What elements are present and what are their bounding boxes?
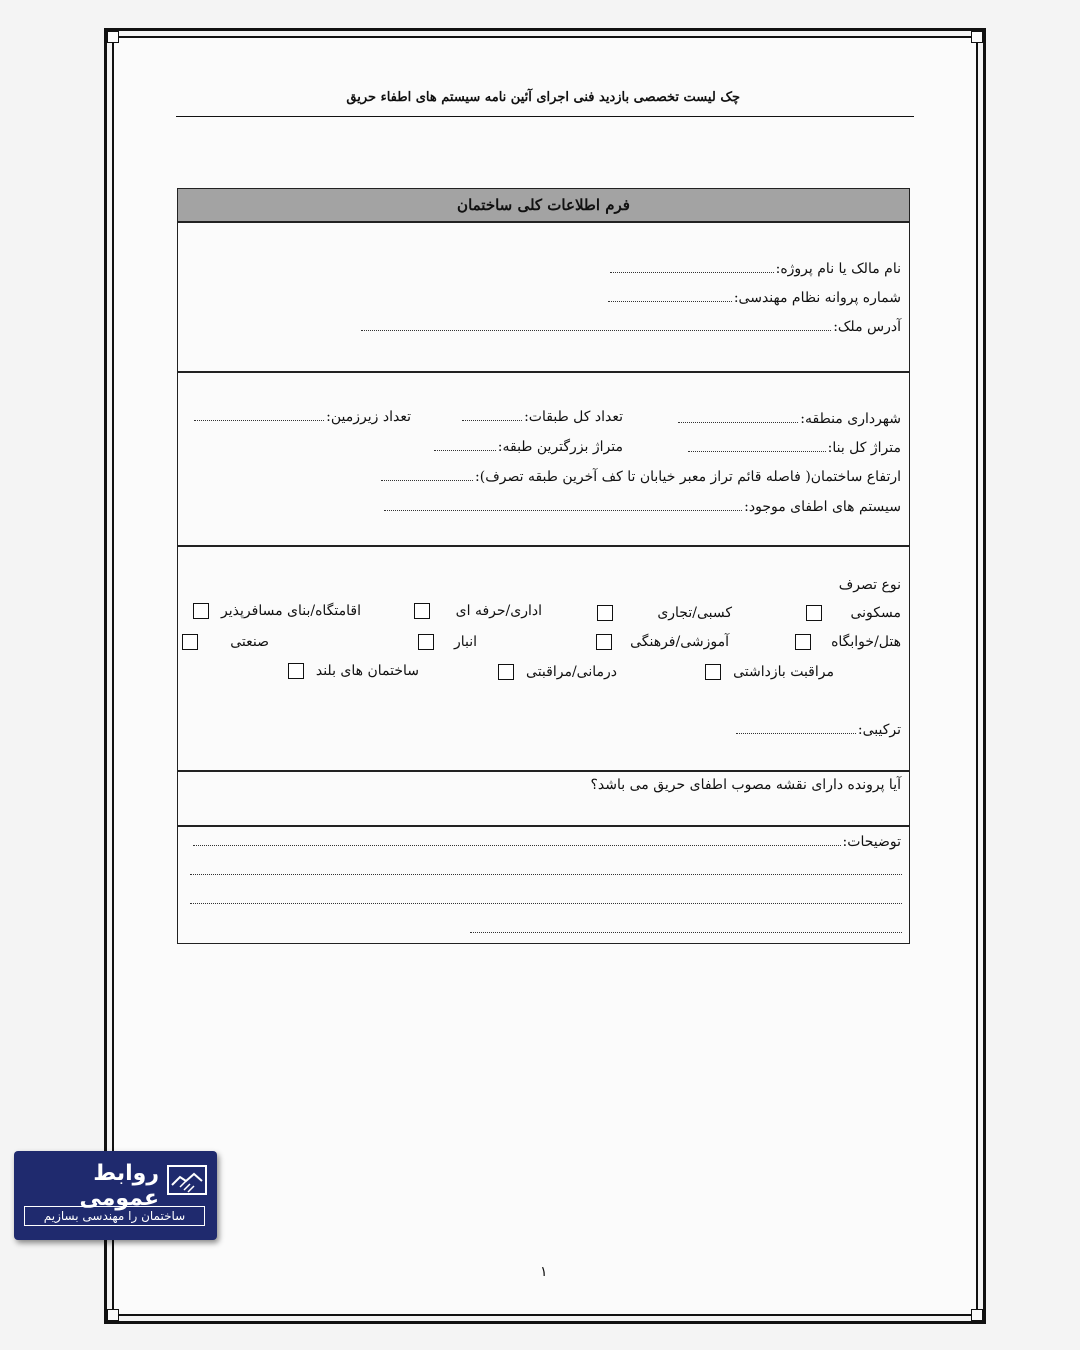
section-divider: [178, 371, 909, 373]
industrial-option[interactable]: صنعتی: [182, 634, 269, 650]
educational-checkbox[interactable]: [596, 634, 612, 650]
hotel-option[interactable]: هتل/خوابگاه: [795, 634, 901, 650]
total-floors-field[interactable]: [462, 409, 623, 425]
engineering-license-field[interactable]: [608, 290, 901, 306]
corner-ornament: [971, 1309, 983, 1321]
existing-systems-label: سیستم های اطفای موجود:: [744, 499, 901, 515]
corner-ornament: [107, 31, 119, 43]
notes-line[interactable]: [190, 903, 902, 904]
property-address-label: آدرس ملک:: [833, 319, 901, 335]
header-divider: [176, 116, 914, 117]
building-height-label: ارتفاع ساختمان( فاصله قائم تراز معبر خیابان تا کف آخرین طبقه تصرف):: [475, 469, 901, 485]
storage-option[interactable]: انبار: [418, 634, 477, 650]
detention-checkbox[interactable]: [705, 664, 721, 680]
total-area-label: متراژ کل بنا:: [827, 440, 901, 456]
document-header-title: چک لیست تخصصی بازدید فنی اجرای آئین نامه سیستم های اطفاء حریق: [346, 90, 740, 105]
corner-ornament: [107, 1309, 119, 1321]
office-checkbox[interactable]: [414, 603, 430, 619]
basement-count-label: تعداد زیرزمین:: [326, 409, 411, 425]
total-area-field[interactable]: [688, 440, 901, 456]
municipality-zone-label: شهرداری منطقه:: [800, 411, 901, 427]
occupancy-type-label: نوع تصرف: [838, 577, 901, 593]
educational-option[interactable]: آموزشی/فرهنگی: [596, 634, 729, 650]
notes-label: توضیحات:: [842, 834, 901, 850]
form-title: فرم اطلاعات کلی ساختمان: [178, 189, 909, 223]
building-height-field[interactable]: [381, 469, 901, 485]
residential-checkbox[interactable]: [806, 605, 822, 621]
existing-systems-field[interactable]: [384, 499, 901, 515]
lodging-checkbox[interactable]: [193, 603, 209, 619]
notes-line[interactable]: [470, 932, 902, 933]
lodging-option[interactable]: اقامتگاه/بنای مسافرپذیر: [193, 603, 361, 619]
engineering-license-label: شماره پروانه نظام مهندسی:: [733, 290, 901, 306]
notes-line[interactable]: [190, 874, 902, 875]
commercial-checkbox[interactable]: [597, 605, 613, 621]
logo-subtitle: ساختمان را مهندسی بسازیم: [24, 1206, 205, 1226]
section-divider: [178, 545, 909, 547]
industrial-checkbox[interactable]: [182, 634, 198, 650]
handshake-icon: [167, 1163, 207, 1197]
owner-name-label: نام مالک یا نام پروژه:: [775, 261, 901, 277]
notes-field[interactable]: [193, 834, 901, 850]
largest-floor-area-field[interactable]: [434, 439, 623, 455]
commercial-option[interactable]: کسبی/تجاری: [597, 605, 732, 621]
building-info-form: [177, 188, 910, 944]
mixed-occupancy-field[interactable]: [736, 722, 901, 738]
hotel-checkbox[interactable]: [795, 634, 811, 650]
corner-ornament: [971, 31, 983, 43]
page-number: ۱: [540, 1264, 548, 1280]
public-relations-logo: [14, 1151, 217, 1240]
medical-checkbox[interactable]: [498, 664, 514, 680]
logo-title: روابط عمومی: [79, 1161, 159, 1211]
owner-name-field[interactable]: [610, 261, 901, 277]
medical-option[interactable]: درمانی/مراقبتی: [498, 664, 617, 680]
municipality-zone-field[interactable]: [678, 411, 901, 427]
fire-plan-question: آیا پرونده دارای نقشه مصوب اطفای حریق می باشد؟: [590, 777, 901, 793]
total-floors-label: تعداد کل طبقات:: [524, 409, 623, 425]
high-rise-option[interactable]: ساختمان های بلند: [288, 663, 419, 679]
high-rise-checkbox[interactable]: [288, 663, 304, 679]
office-option[interactable]: اداری/حرفه ای: [414, 603, 542, 619]
detention-option[interactable]: مراقبت بازداشتی: [705, 664, 834, 680]
largest-floor-area-label: متراژ بزرگترین طبقه:: [497, 439, 623, 455]
section-divider: [178, 770, 909, 772]
property-address-field[interactable]: [361, 319, 901, 335]
residential-option[interactable]: مسکونی: [806, 605, 901, 621]
section-divider: [178, 825, 909, 827]
basement-count-field[interactable]: [194, 409, 411, 425]
storage-checkbox[interactable]: [418, 634, 434, 650]
mixed-occupancy-label: ترکیبی:: [857, 722, 901, 738]
